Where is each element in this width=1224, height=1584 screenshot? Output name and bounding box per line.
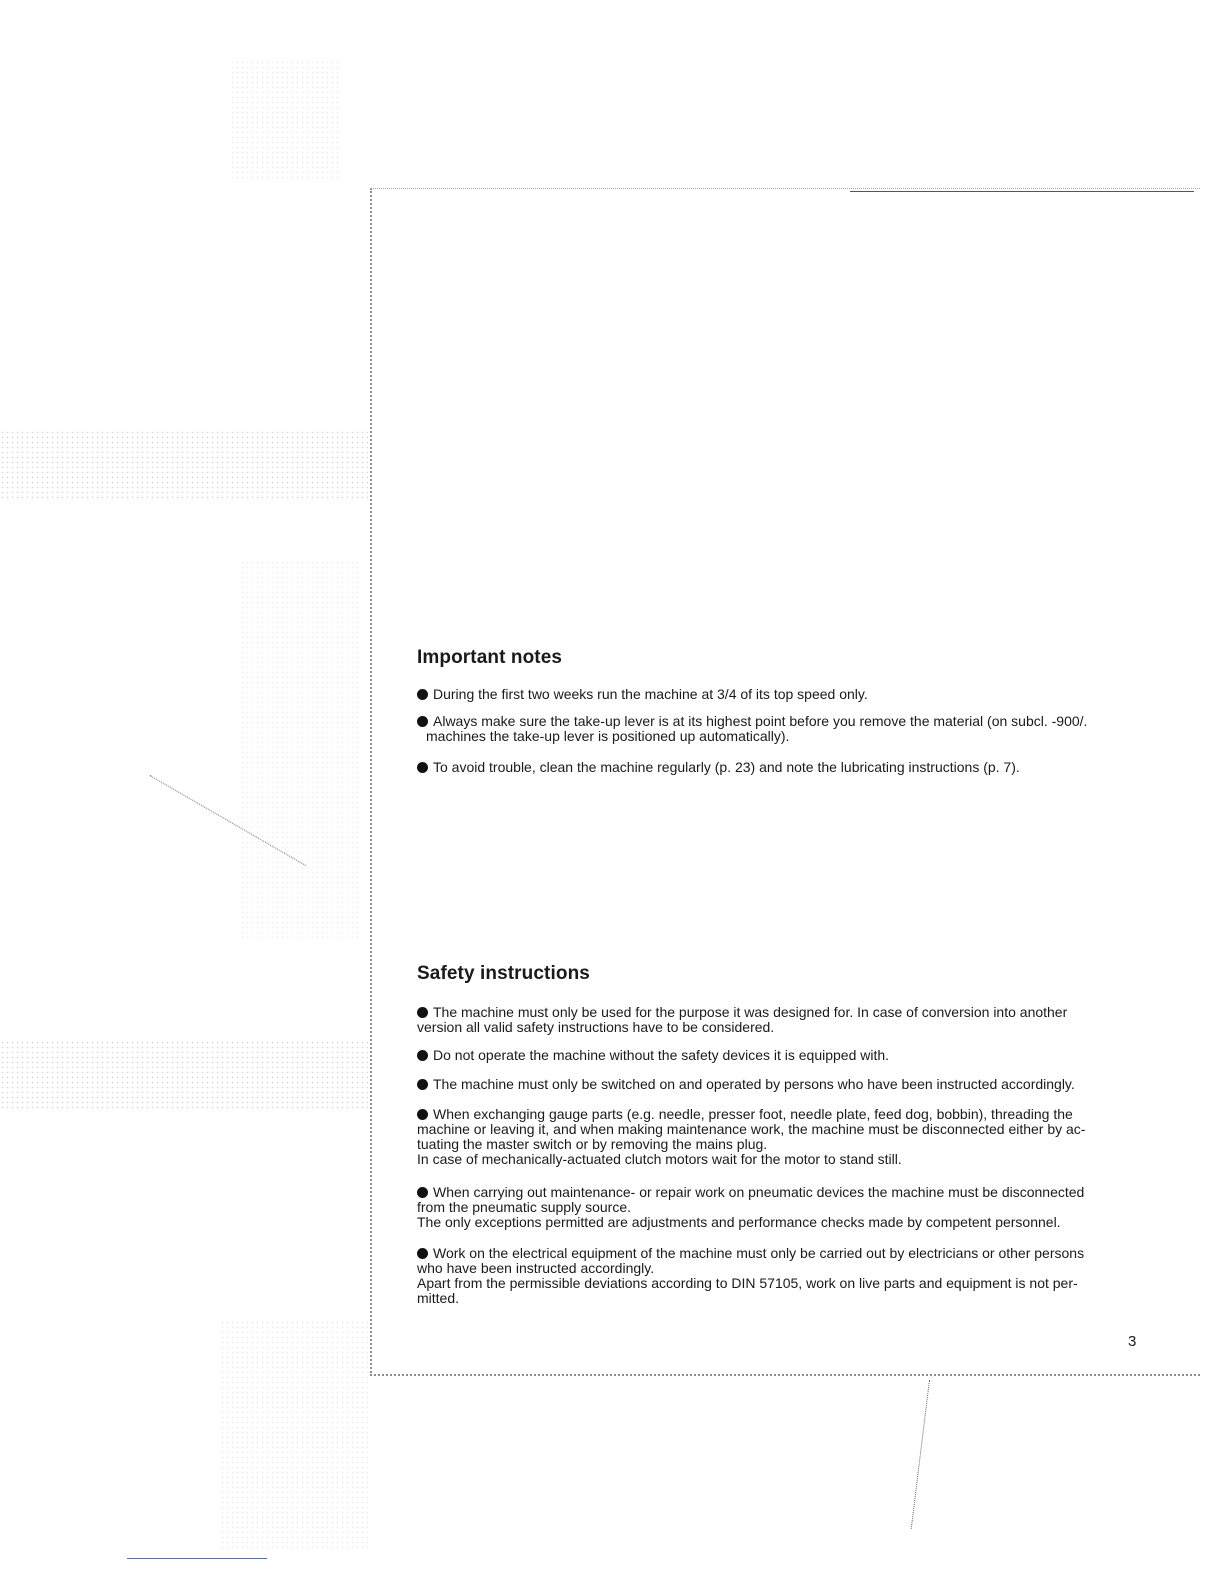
important-notes-list — [417, 714, 1147, 744]
safety-instructions-section — [417, 963, 1147, 985]
bullet-icon — [417, 1050, 428, 1061]
scan-noise — [0, 430, 370, 500]
safety-list — [417, 1005, 1147, 1035]
important-notes-heading: Important notes — [417, 647, 563, 668]
safety-instructions-heading: Safety instructions — [417, 963, 590, 984]
scan-noise — [220, 1320, 370, 1550]
scan-noise — [0, 1040, 370, 1110]
paper-crease — [911, 1380, 930, 1529]
important-notes-section — [417, 647, 1147, 669]
bullet-icon — [417, 1248, 428, 1259]
list-item: When exchanging gauge parts (e.g. needle, presser foot, needle plate, feed dog, bobbin), threading the machine or leaving it, and when making maintenance work, the machine must be disconnected either by ac- tuating the master switch or by removing the mains plug. In case of mechanically-actuated clutch motors wait for the motor to stand still. — [417, 1106, 1086, 1167]
page-number: 3 — [1128, 1333, 1137, 1350]
bullet-icon — [417, 716, 428, 727]
list-item: Always make sure the take-up lever is at its highest point before you remove the material (on subcl. -900/. machines the take-up lever is positioned up automatically). — [417, 714, 1147, 744]
important-notes-list — [417, 687, 1147, 702]
scan-noise — [230, 60, 340, 180]
safety-list — [417, 1107, 1147, 1167]
list-item: Work on the electrical equipment of the machine must only be carried out by electricians or other persons who have been instructed accordingly. Apart from the permissible deviations according to DIN 57105, work on live parts and equipment is not per- mitted. — [417, 1245, 1085, 1306]
bullet-icon — [417, 689, 428, 700]
bullet-icon — [417, 1079, 428, 1090]
list-item: The machine must only be used for the purpose it was designed for. In case of conversion into another version all valid safety instructions have to be considered. — [417, 1004, 1068, 1035]
list-item: During the first two weeks run the machine at 3/4 of its top speed only. — [417, 687, 1147, 702]
safety-list — [417, 1185, 1147, 1230]
list-item: To avoid trouble, clean the machine regularly (p. 23) and note the lubricating instructions (p. 7). — [417, 760, 1147, 775]
scan-noise — [240, 560, 360, 940]
list-item: Do not operate the machine without the safety devices it is equipped with. — [417, 1048, 1147, 1063]
important-notes-list — [417, 760, 1147, 775]
scan-artifact-line — [127, 1558, 267, 1559]
list-item: When carrying out maintenance- or repair work on pneumatic devices the machine must be disconnected from the pneumatic supply source. The only exceptions permitted are adjustments and performance checks made by competent personnel. — [417, 1184, 1085, 1230]
bullet-icon — [417, 1007, 428, 1018]
safety-list — [417, 1246, 1147, 1306]
bullet-icon — [417, 1187, 428, 1198]
safety-list — [417, 1077, 1147, 1092]
list-item: The machine must only be switched on and operated by persons who have been instructed accordingly. — [417, 1077, 1147, 1092]
bullet-icon — [417, 1109, 428, 1120]
bullet-icon — [417, 762, 428, 773]
safety-list — [417, 1048, 1147, 1063]
